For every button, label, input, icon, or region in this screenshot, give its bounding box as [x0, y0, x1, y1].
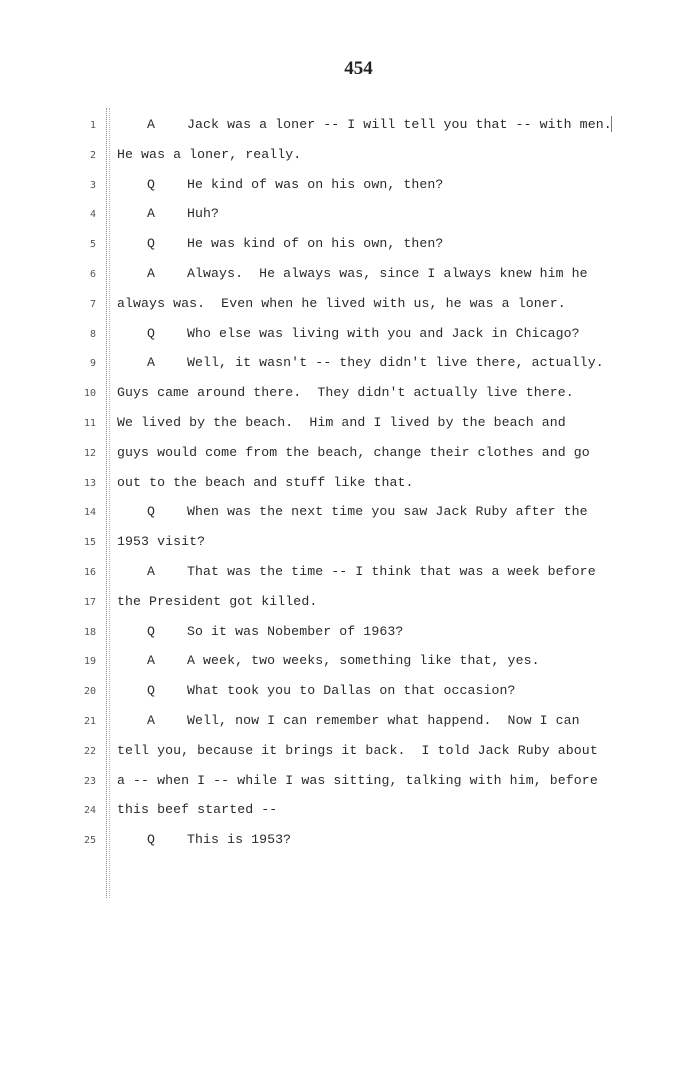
transcript-line [0, 742, 691, 764]
transcript-line [0, 652, 691, 674]
speaker-label: A [147, 266, 155, 281]
line-text: out to the beach and stuff like that. [117, 474, 414, 490]
line-number: 2 [89, 149, 96, 161]
transcript-line [0, 712, 691, 734]
line-text: Always. He always was, since I always knew him he [187, 266, 588, 281]
transcript-line [0, 176, 691, 198]
transcript-line [0, 354, 691, 376]
transcript-line [0, 414, 691, 436]
line-number: 9 [89, 358, 96, 370]
transcript-line [0, 116, 691, 138]
speaker-label: Q [147, 683, 155, 699]
line-number: 20 [83, 686, 96, 698]
line-text: a -- when I -- while I was sitting, talking with him, before [117, 772, 598, 788]
line-text: Jack was a loner -- I will tell you that -- with men. [187, 117, 612, 132]
speaker-label: A [147, 117, 155, 132]
line-text: the President got killed. [117, 593, 318, 609]
transcript-line [0, 235, 691, 257]
line-text: always was. Even when he lived with us, he was a loner. [117, 295, 566, 311]
transcript-line [0, 474, 691, 496]
transcript-line [0, 265, 691, 287]
speaker-label: Q [147, 325, 155, 341]
line-number: 17 [83, 596, 96, 608]
line-number: 16 [83, 567, 96, 578]
line-number: 8 [89, 328, 96, 340]
line-text: That was the time -- I think that was a week before [187, 564, 596, 579]
transcript-line [0, 503, 691, 525]
line-text: So it was Nobember of 1963? [187, 623, 404, 639]
line-text: Who else was living with you and Jack in Chicago? [187, 325, 580, 341]
line-text: guys would come from the beach, change their clothes and go [117, 444, 590, 460]
line-text: this beef started -- [117, 802, 278, 818]
line-number: 3 [89, 179, 96, 191]
transcript-line [0, 831, 691, 853]
line-number: 11 [83, 418, 96, 429]
transcript-line [0, 295, 691, 317]
speaker-label: A [147, 564, 155, 579]
line-text: When was the next time you saw Jack Ruby after the [187, 504, 588, 520]
line-number: 7 [89, 298, 96, 310]
speaker-label: Q [147, 623, 155, 639]
line-number: 1 [89, 120, 96, 131]
line-number: 25 [83, 835, 96, 847]
line-text: What took you to Dallas on that occasion? [187, 683, 516, 699]
line-number: 12 [83, 447, 96, 459]
speaker-label: A [147, 355, 155, 371]
transcript-line [0, 205, 691, 227]
line-number: 5 [89, 239, 96, 251]
page-number: 454 [344, 58, 373, 79]
line-text: A week, two weeks, something like that, yes. [187, 653, 540, 669]
line-number: 14 [83, 507, 96, 519]
transcript-line [0, 593, 691, 615]
transcript-line [0, 563, 691, 585]
transcript-line [0, 801, 691, 823]
speaker-label: A [147, 713, 155, 728]
line-number: 4 [89, 209, 96, 221]
transcript-line [0, 444, 691, 466]
transcript-line [0, 146, 691, 168]
line-number: 10 [83, 388, 96, 400]
speaker-label: Q [147, 176, 155, 192]
line-number: 21 [83, 716, 96, 727]
line-number: 24 [83, 805, 96, 817]
line-number: 13 [83, 477, 96, 489]
speaker-label: A [147, 653, 155, 669]
transcript-line [0, 772, 691, 794]
line-text: Huh? [187, 206, 220, 222]
speaker-label: Q [147, 236, 155, 252]
line-text: 1953 visit? [117, 534, 206, 550]
transcript-line [0, 682, 691, 704]
line-text: He was kind of on his own, then? [187, 236, 444, 252]
speaker-label: A [147, 206, 155, 222]
line-text: tell you, because it brings it back. I told Jack Ruby about [117, 742, 598, 758]
line-number: 22 [83, 745, 96, 757]
line-text: Well, it wasn't -- they didn't live there, actually. [187, 355, 604, 371]
line-number: 6 [89, 269, 96, 280]
transcript-line [0, 384, 691, 406]
line-text: We lived by the beach. Him and I lived by the beach and [117, 415, 566, 430]
line-number: 18 [83, 626, 96, 638]
line-text: Well, now I can remember what happend. Now I can [187, 713, 580, 728]
line-number: 19 [83, 656, 96, 668]
line-text: He kind of was on his own, then? [187, 176, 444, 192]
transcript-line [0, 623, 691, 645]
line-text: He was a loner, really. [117, 146, 302, 162]
line-number: 23 [83, 775, 96, 787]
line-number: 15 [83, 537, 96, 549]
line-text: Guys came around there. They didn't actually live there. [117, 385, 574, 401]
transcript-line [0, 533, 691, 555]
transcript-line [0, 325, 691, 347]
speaker-label: Q [147, 504, 155, 520]
line-text: This is 1953? [187, 832, 292, 848]
speaker-label: Q [147, 832, 155, 848]
